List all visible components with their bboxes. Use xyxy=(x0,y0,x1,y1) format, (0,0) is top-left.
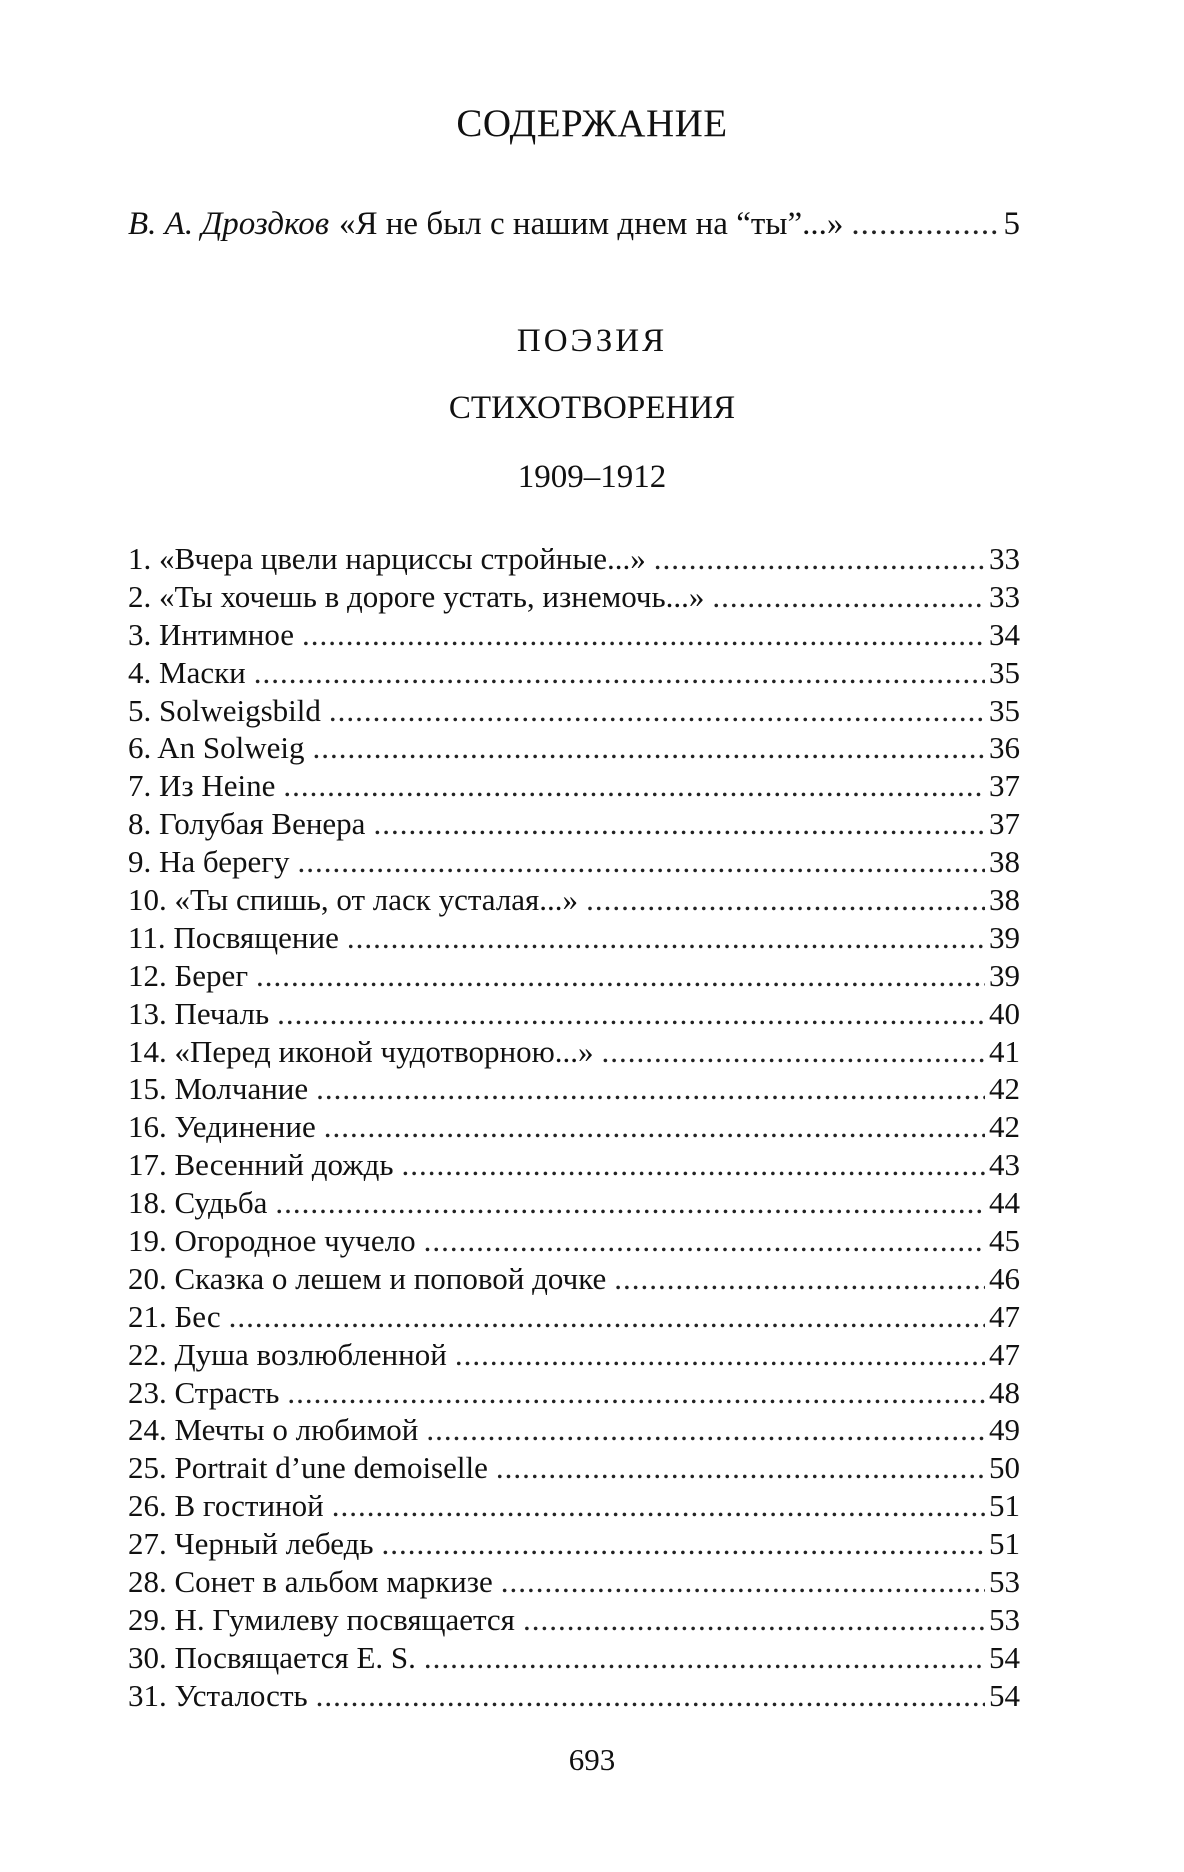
toc-entry-title: 14. «Перед иконой чудотворною...» xyxy=(128,1033,594,1069)
toc-entry-page: 53 xyxy=(989,1564,1020,1600)
intro-work-title: «Я не был с нашим днем на “ты”...» xyxy=(339,206,844,242)
toc-entry xyxy=(128,1639,1020,1677)
dot-leader xyxy=(287,1374,985,1412)
toc-entry-page: 46 xyxy=(989,1260,1020,1296)
toc-entry-page: 44 xyxy=(989,1185,1020,1221)
toc-entry-page: 42 xyxy=(989,1071,1020,1107)
dot-leader xyxy=(229,1298,985,1336)
toc-entry xyxy=(128,995,1020,1033)
toc-entry-page: 42 xyxy=(989,1109,1020,1145)
toc-entry-page: 35 xyxy=(989,692,1020,728)
dot-leader xyxy=(347,919,985,957)
toc-entry-page: 33 xyxy=(989,541,1020,576)
intro-author: В. А. Дроздков xyxy=(128,206,330,242)
dot-leader xyxy=(654,540,985,578)
toc-entry xyxy=(128,1411,1020,1449)
intro-page-number: 5 xyxy=(1003,206,1020,242)
toc-entry-page: 38 xyxy=(989,882,1020,918)
toc-entry xyxy=(128,1298,1020,1336)
toc-entry xyxy=(128,729,1020,767)
dot-leader xyxy=(332,1487,985,1525)
toc-entry xyxy=(128,1033,1020,1071)
toc-entry xyxy=(128,881,1020,919)
toc-entry-page: 41 xyxy=(989,1033,1020,1069)
toc-entry xyxy=(128,692,1020,730)
toc-entry-page: 37 xyxy=(989,806,1020,842)
toc-entry-page: 33 xyxy=(989,578,1020,614)
toc-entry-page: 54 xyxy=(989,1677,1020,1713)
toc-entry xyxy=(128,1070,1020,1108)
toc-entry xyxy=(128,1563,1020,1601)
years-heading: 1909–1912 xyxy=(517,459,667,495)
toc-entry-page: 50 xyxy=(989,1450,1020,1486)
toc-entry-title: 25. Portrait d’une demoiselle xyxy=(128,1450,488,1486)
dot-leader xyxy=(254,654,985,692)
toc-entry-title: 15. Молчание xyxy=(128,1071,309,1107)
dot-leader xyxy=(329,692,985,730)
toc-entry xyxy=(128,919,1020,957)
toc-entry-title: 19. Огородное чучело xyxy=(128,1223,416,1259)
toc-entry-title: 27. Черный лебедь xyxy=(128,1526,374,1562)
toc-list xyxy=(128,540,1020,1715)
toc-entry xyxy=(128,1108,1020,1146)
toc-entry-page: 34 xyxy=(989,616,1020,652)
toc-entry-title: 2. «Ты хочешь в дороге устать, изнемочь...» xyxy=(128,578,705,614)
toc-entry xyxy=(128,843,1020,881)
dot-leader xyxy=(602,1033,986,1071)
dot-leader xyxy=(302,616,985,654)
dot-leader xyxy=(523,1601,985,1639)
dot-leader xyxy=(313,729,985,767)
toc-entry-title: 3. Интимное xyxy=(128,616,294,652)
page-title: СОДЕРЖАНИЕ xyxy=(456,102,728,145)
toc-entry xyxy=(128,1601,1020,1639)
toc-entry xyxy=(128,540,1020,578)
toc-entry-page: 36 xyxy=(989,730,1020,766)
toc-entry-title: 22. Душа возлюбленной xyxy=(128,1336,447,1372)
dot-leader xyxy=(426,1411,985,1449)
toc-entry-title: 24. Мечты о любимой xyxy=(128,1412,419,1448)
toc-entry-page: 49 xyxy=(989,1412,1020,1448)
toc-entry-page: 54 xyxy=(989,1639,1020,1675)
dot-leader xyxy=(851,204,999,244)
toc-entry-page: 43 xyxy=(989,1147,1020,1183)
toc-entry xyxy=(128,1336,1020,1374)
toc-entry-title: 12. Берег xyxy=(128,957,249,993)
subsection-heading: СТИХОТВОРЕНИЯ xyxy=(448,390,736,426)
page-number: 693 xyxy=(568,1742,616,1777)
toc-entry xyxy=(128,805,1020,843)
toc-entry-title: 20. Сказка о лешем и поповой дочке xyxy=(128,1260,607,1296)
toc-entry-page: 39 xyxy=(989,919,1020,955)
dot-leader xyxy=(586,881,985,919)
toc-entry-title: 16. Уединение xyxy=(128,1109,316,1145)
toc-entry xyxy=(128,1374,1020,1412)
toc-entry-page: 48 xyxy=(989,1374,1020,1410)
toc-entry-page: 39 xyxy=(989,957,1020,993)
toc-entry xyxy=(128,616,1020,654)
toc-entry-title: 1. «Вчера цвели нарциссы стройные...» xyxy=(128,541,646,576)
intro-entry xyxy=(128,204,1020,244)
toc-entry-title: 4. Маски xyxy=(128,654,246,690)
toc-entry-title: 31. Усталость xyxy=(128,1677,308,1713)
dot-leader xyxy=(277,995,985,1033)
dot-leader xyxy=(256,957,985,995)
toc-entry xyxy=(128,1146,1020,1184)
toc-entry-title: 10. «Ты спишь, от ласк усталая...» xyxy=(128,882,579,918)
toc-entry xyxy=(128,1449,1020,1487)
toc-entry-title: 8. Голубая Венера xyxy=(128,806,366,842)
toc-entry-title: 9. На берегу xyxy=(128,844,290,880)
dot-leader xyxy=(373,805,985,843)
toc-entry-page: 47 xyxy=(989,1336,1020,1372)
toc-entry-title: 30. Посвящается E. S. xyxy=(128,1639,416,1675)
toc-entry-page: 40 xyxy=(989,995,1020,1031)
toc-entry-page: 53 xyxy=(989,1601,1020,1637)
toc-entry-page: 51 xyxy=(989,1488,1020,1524)
toc-entry xyxy=(128,654,1020,692)
toc-entry xyxy=(128,1487,1020,1525)
toc-entry xyxy=(128,1677,1020,1715)
dot-leader xyxy=(324,1108,985,1146)
toc-entry xyxy=(128,1222,1020,1260)
section-heading: ПОЭЗИЯ xyxy=(516,323,668,359)
toc-entry xyxy=(128,1184,1020,1222)
dot-leader xyxy=(402,1146,985,1184)
dot-leader xyxy=(316,1070,985,1108)
dot-leader xyxy=(275,1184,985,1222)
dot-leader xyxy=(614,1260,985,1298)
dot-leader xyxy=(496,1449,985,1487)
dot-leader xyxy=(283,767,985,805)
toc-entry xyxy=(128,1260,1020,1298)
toc-entry-title: 18. Судьба xyxy=(128,1185,268,1221)
dot-leader xyxy=(382,1525,985,1563)
dot-leader xyxy=(316,1677,985,1715)
toc-entry-page: 37 xyxy=(989,768,1020,804)
toc-entry-title: 21. Бес xyxy=(128,1298,221,1334)
toc-entry-title: 13. Печаль xyxy=(128,995,270,1031)
toc-entry-title: 7. Из Heine xyxy=(128,768,276,804)
dot-leader xyxy=(424,1639,985,1677)
toc-entry-title: 17. Весенний дождь xyxy=(128,1147,394,1183)
toc-entry-title: 29. Н. Гумилеву посвящается xyxy=(128,1601,515,1637)
toc-entry-title: 11. Посвящение xyxy=(128,919,339,955)
dot-leader xyxy=(455,1336,985,1374)
toc-entry xyxy=(128,767,1020,805)
toc-entry-title: 6. An Solweig xyxy=(128,730,305,766)
dot-leader xyxy=(712,578,985,616)
toc-entry xyxy=(128,957,1020,995)
dot-leader xyxy=(298,843,986,881)
toc-entry-page: 38 xyxy=(989,844,1020,880)
dot-leader xyxy=(501,1563,985,1601)
dot-leader xyxy=(424,1222,985,1260)
toc-entry-title: 26. В гостиной xyxy=(128,1488,324,1524)
toc-entry-page: 35 xyxy=(989,654,1020,690)
toc-entry-title: 23. Страсть xyxy=(128,1374,280,1410)
toc-entry-title: 5. Solweigsbild xyxy=(128,692,321,728)
toc-entry-page: 47 xyxy=(989,1298,1020,1334)
toc-entry xyxy=(128,1525,1020,1563)
toc-entry xyxy=(128,578,1020,616)
toc-entry-page: 45 xyxy=(989,1223,1020,1259)
toc-entry-title: 28. Сонет в альбом маркизе xyxy=(128,1564,493,1600)
toc-entry-page: 51 xyxy=(989,1526,1020,1562)
